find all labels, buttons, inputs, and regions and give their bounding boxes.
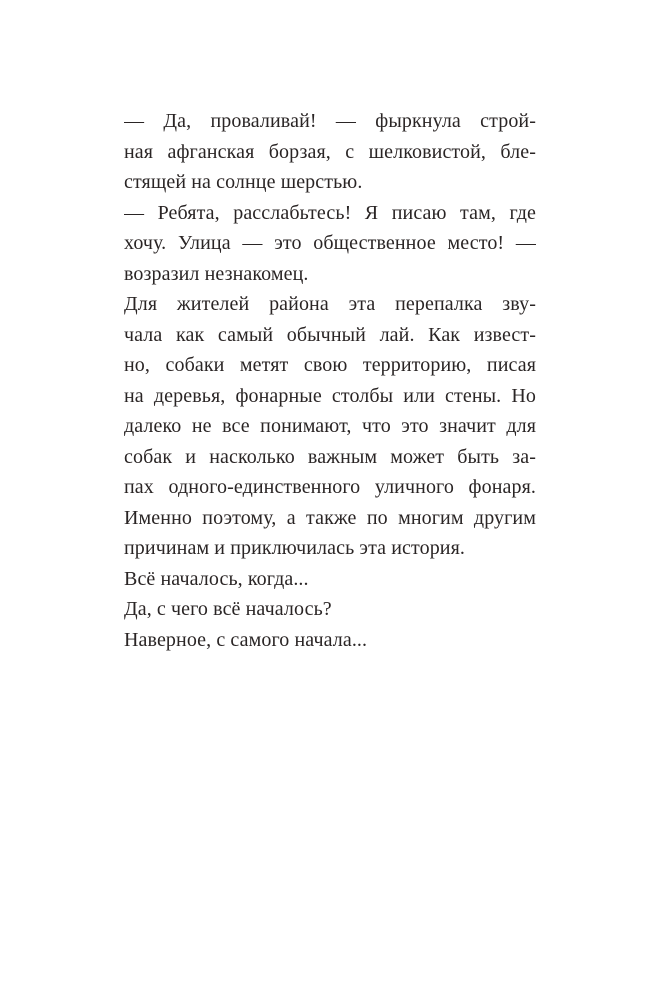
text-line: Наверное, с самого начала... <box>124 628 368 651</box>
text-line: но, собаки метят свою территорию, писая <box>124 354 536 376</box>
body-text <box>124 106 536 655</box>
paragraph <box>124 594 536 625</box>
paragraph <box>124 564 536 595</box>
text-line: стящей на солнце шерстью. <box>124 171 363 193</box>
text-line: Именно поэтому, а также по многим другим <box>124 506 536 529</box>
text-line: далеко не все понимают, что это значит для <box>124 415 536 437</box>
paragraph <box>124 106 536 198</box>
paragraph <box>124 625 536 656</box>
text-line: — Ребята, расслабьтесь! Я писаю там, где <box>124 201 536 224</box>
text-line: Да, с чего всё началось? <box>124 598 332 620</box>
text-line: Для жителей района эта перепалка зву- <box>124 293 536 315</box>
text-line: на деревья, фонарные столбы или стены. Но <box>124 384 536 407</box>
text-line: — Да, проваливай! — фыркнула строй- <box>124 110 536 132</box>
text-line: Всё началось, когда... <box>124 567 309 590</box>
text-line: собак и насколько важным может быть за- <box>124 445 536 468</box>
text-line: чала как самый обычный лай. Как извест- <box>124 323 536 346</box>
text-line: хочу. Улица — это общественное место! — <box>124 232 536 254</box>
paragraph <box>124 198 536 290</box>
text-line: ная афганская борзая, с шелковистой, бле- <box>124 140 536 163</box>
text-line: возразил незнакомец. <box>124 262 309 285</box>
text-line: пах одного-единственного уличного фонаря. <box>124 476 536 498</box>
text-line: причинам и приключилась эта история. <box>124 537 466 559</box>
paragraph <box>124 289 536 564</box>
